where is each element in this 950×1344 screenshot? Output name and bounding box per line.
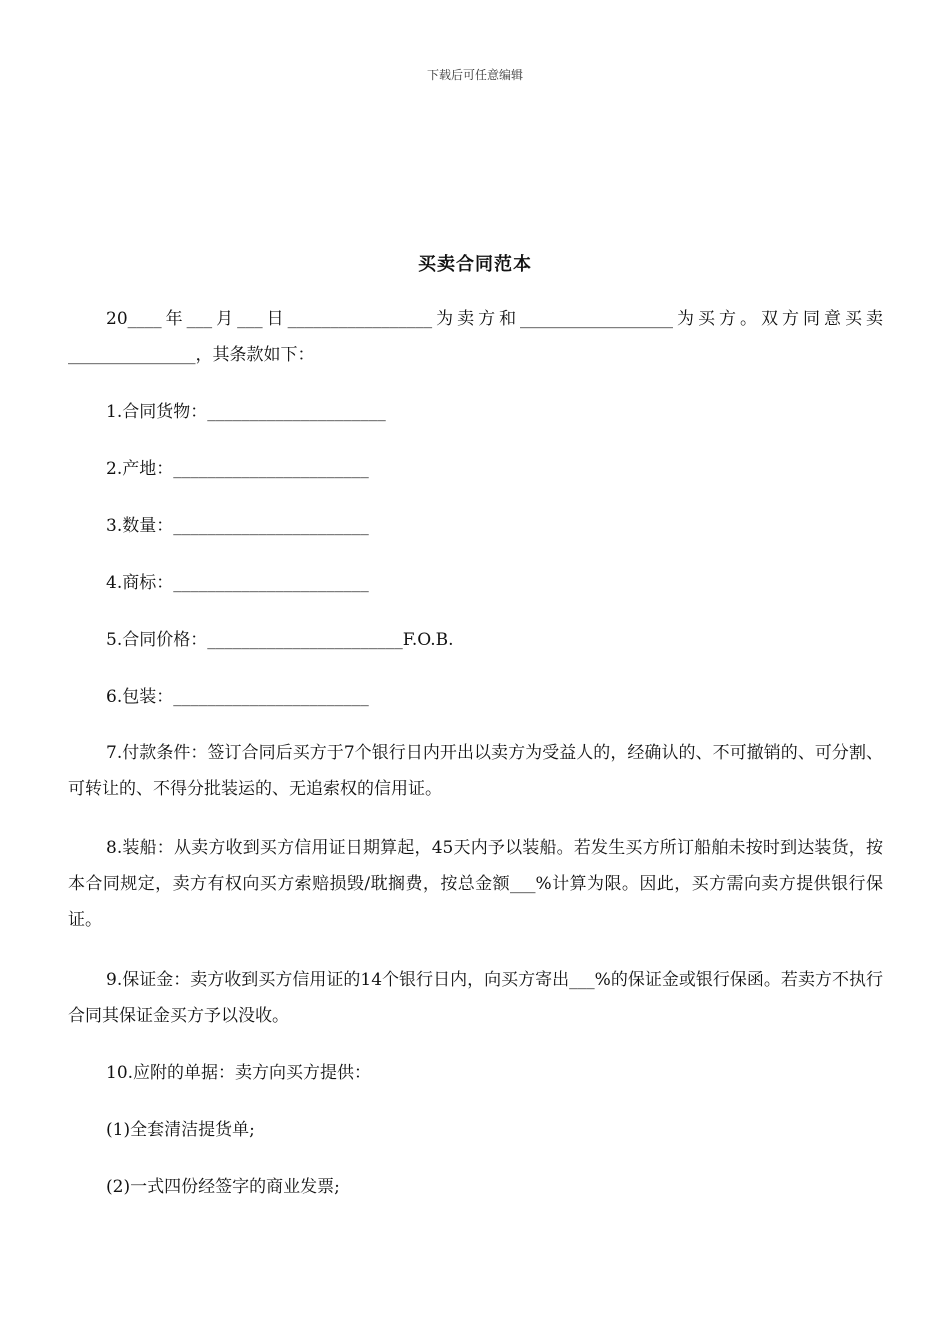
- item-origin: 2.产地：_______________________: [106, 459, 369, 479]
- header-note: 下载后可任意编辑: [426, 68, 523, 82]
- clause-payment-terms: 7.付款条件：签订合同后买方于7个银行日内开出以卖方为受益人的，经确认的、不可撤销的、可分割、可转让的、不得分批装运的、无追索权的信用证。: [68, 743, 883, 799]
- item-trademark: 4.商标：_______________________: [106, 573, 369, 593]
- document-title: 买卖合同范本: [418, 254, 532, 275]
- document-item-commercial-invoice: (2)一式四份经签字的商业发票;: [106, 1177, 340, 1197]
- clause-shipment: 8.装船：从卖方收到买方信用证日期算起，45天内予以装船。若发生买方所订船舶未按时到达装货，按本合同规定，卖方有权向买方索赔损毁/耽搁费，按总金额___%计算为限。因此，买方需向卖方提供银行保证。: [68, 838, 883, 930]
- clause-deposit: 9.保证金：卖方收到买方信用证的14个银行日内，向买方寄出___%的保证金或银行保函。若卖方不执行合同其保证金买方予以没收。: [68, 970, 883, 1026]
- document-item-bill-of-lading: (1)全套清洁提货单;: [106, 1120, 255, 1140]
- intro-paragraph: 20____年___月___日_________________为卖方和__________________为买方。双方同意买卖_______________，其条款如下：: [68, 309, 883, 365]
- item-contract-price: 5.合同价格：_______________________F.O.B.: [106, 630, 454, 650]
- clause-documents: 10.应附的单据：卖方向买方提供：: [106, 1063, 372, 1083]
- item-packaging: 6.包装：_______________________: [106, 687, 369, 707]
- item-quantity: 3.数量：_______________________: [106, 516, 369, 536]
- item-contract-goods: 1.合同货物：_____________________: [106, 402, 386, 422]
